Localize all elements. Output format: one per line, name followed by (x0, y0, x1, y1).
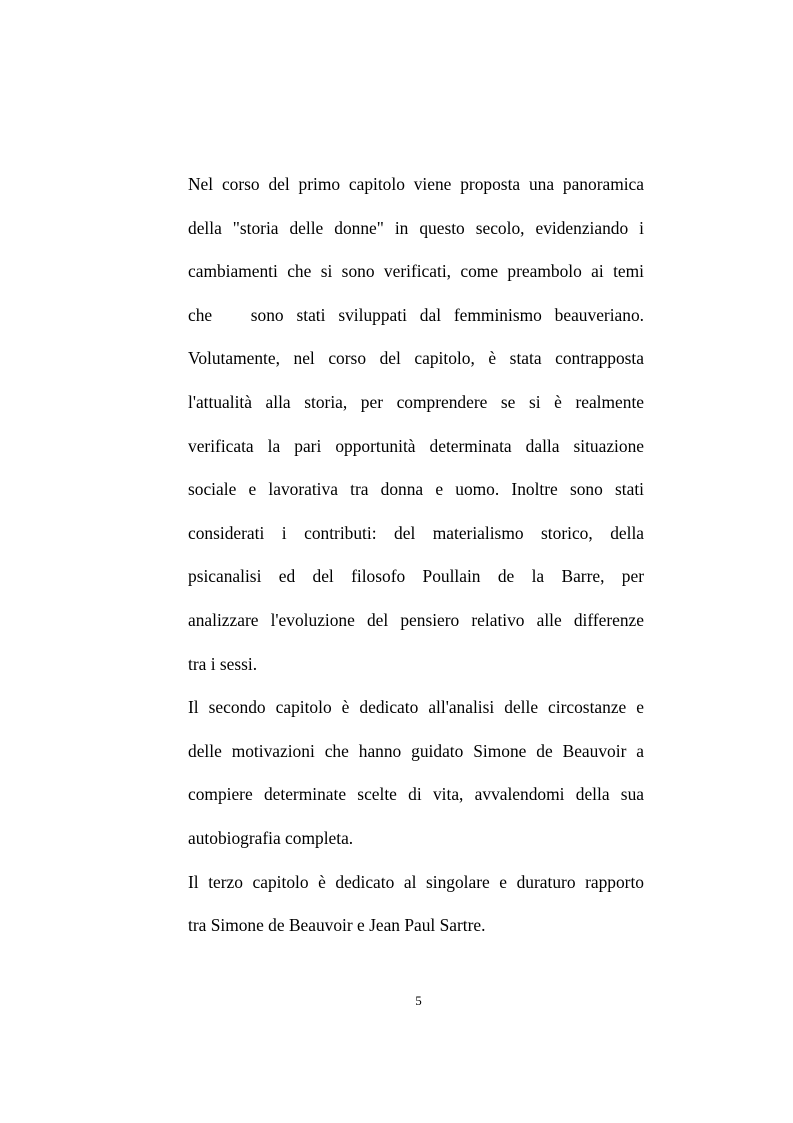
text-line: che sono stati sviluppati dal femminismo beauveriano. (188, 304, 644, 325)
text-line: tra Simone de Beauvoir e Jean Paul Sartre. (188, 915, 486, 936)
text-line: autobiografia completa. (188, 827, 354, 848)
paragraph-1 (188, 170, 644, 693)
body-text (188, 170, 644, 955)
text-line: Nel corso del primo capitolo viene proposta una panoramica (188, 174, 644, 194)
page-number: 5 (415, 993, 422, 1008)
paragraph-2 (188, 693, 644, 867)
text-line: cambiamenti che si sono verificati, come preambolo ai temi (188, 261, 644, 282)
text-line: Volutamente, nel corso del capitolo, è stata contrapposta (188, 348, 644, 369)
text-line: tra i sessi. (188, 653, 258, 674)
text-line: delle motivazioni che hanno guidato Simone de Beauvoir a (188, 740, 644, 761)
text-line: sociale e lavorativa tra donna e uomo. Inoltre sono stati (188, 479, 644, 500)
paragraph-3 (188, 868, 644, 955)
text-line: della "storia delle donne" in questo secolo, evidenziando i (188, 217, 644, 238)
text-line: analizzare l'evoluzione del pensiero relativo alle differenze (188, 609, 644, 630)
text-line: Il secondo capitolo è dedicato all'analisi delle circostanze e (188, 697, 644, 718)
text-line: considerati i contributi: del materialismo storico, della (188, 522, 644, 543)
text-line: l'attualità alla storia, per comprendere se si è realmente (188, 391, 644, 412)
text-line: verificata la pari opportunità determinata dalla situazione (188, 435, 644, 456)
text-line: compiere determinate scelte di vita, avvalendomi della sua (188, 784, 644, 805)
text-line: Il terzo capitolo è dedicato al singolare e duraturo rapporto (188, 871, 644, 892)
text-line: psicanalisi ed del filosofo Poullain de la Barre, per (188, 566, 644, 587)
